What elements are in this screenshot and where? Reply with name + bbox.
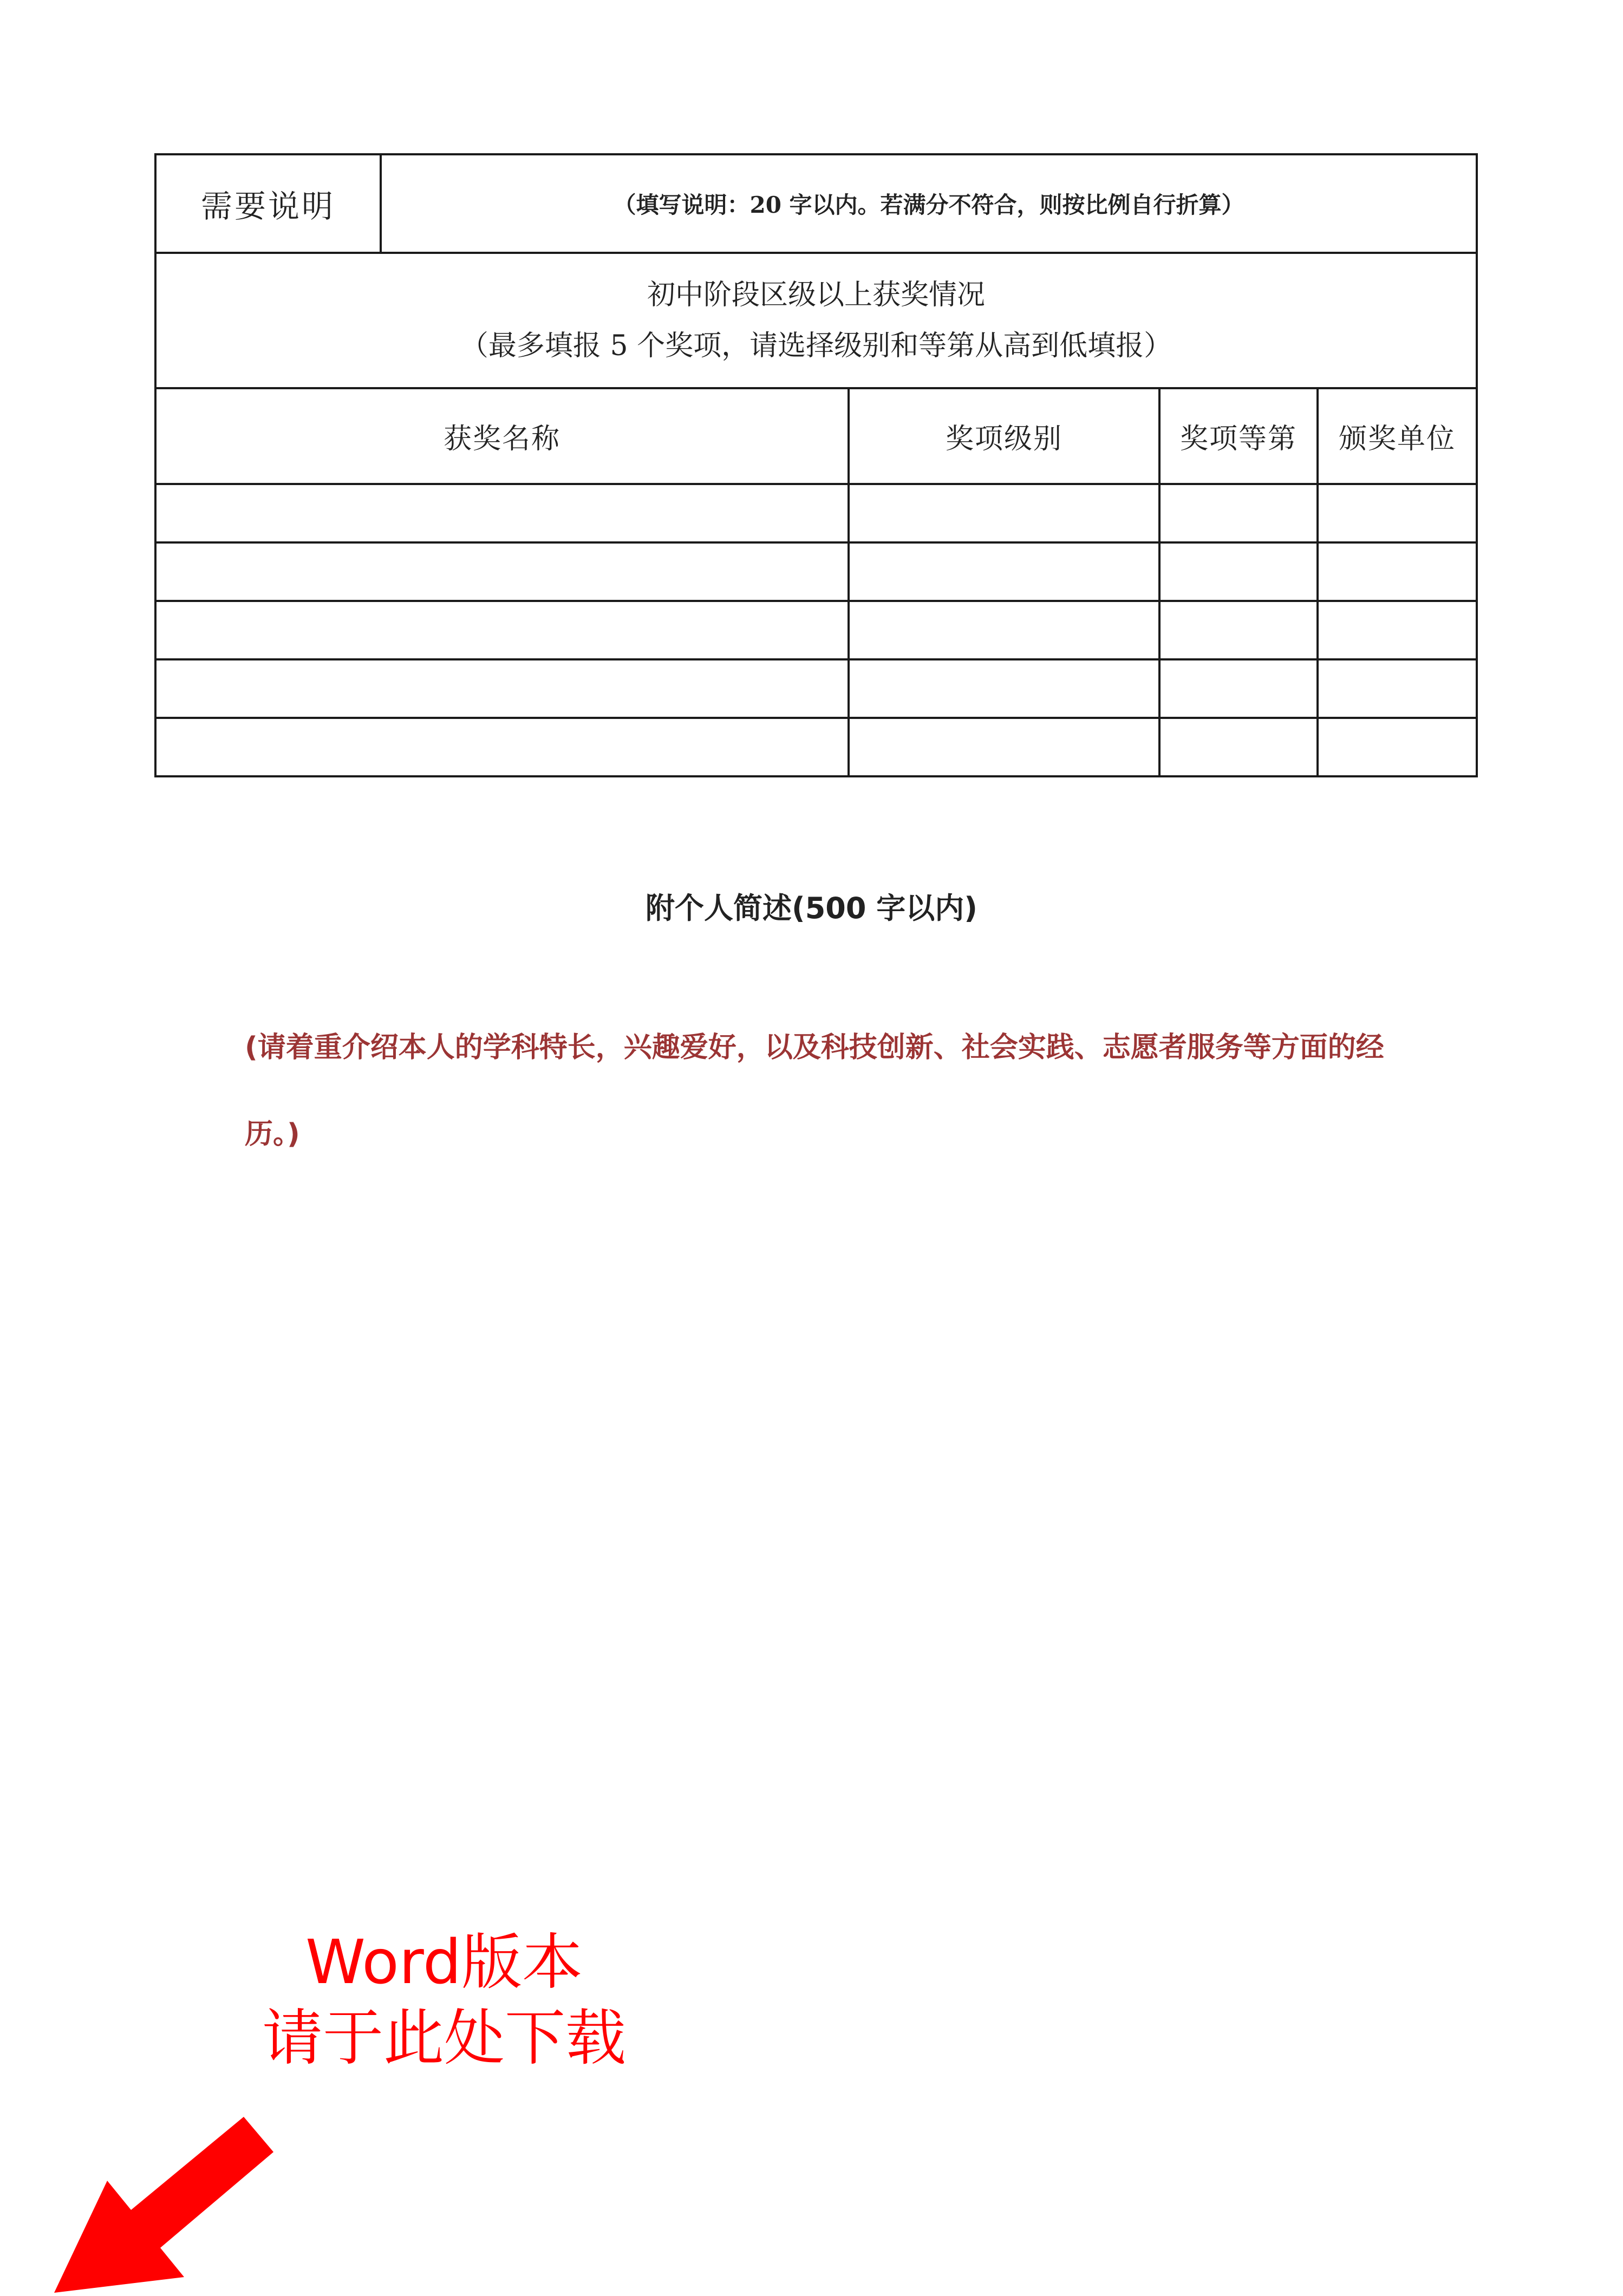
cell-award-grade[interactable]: [1159, 659, 1318, 718]
arrow-shape: [54, 2117, 273, 2293]
cell-issuer[interactable]: [1318, 601, 1477, 659]
cell-award-name[interactable]: [155, 718, 849, 776]
download-note-line1[interactable]: Word版本: [305, 1927, 583, 1998]
cell-award-name[interactable]: [155, 659, 849, 718]
award-table: [154, 153, 1478, 777]
note-label: 需要说明: [155, 154, 381, 253]
cell-issuer[interactable]: [1318, 484, 1477, 542]
table-row: [155, 542, 1477, 601]
col-header-award-level: 奖项级别: [849, 388, 1159, 484]
header-row: [155, 388, 1477, 484]
cell-award-level[interactable]: [849, 484, 1159, 542]
cell-award-grade[interactable]: [1159, 718, 1318, 776]
cell-award-name[interactable]: [155, 542, 849, 601]
cell-award-grade[interactable]: [1159, 542, 1318, 601]
cell-award-level[interactable]: [849, 718, 1159, 776]
cell-issuer[interactable]: [1318, 718, 1477, 776]
appendix-title: 附个人简述(500 字以内): [646, 891, 977, 925]
table-row: [155, 718, 1477, 776]
table-row: [155, 484, 1477, 542]
section-title: [155, 253, 1477, 388]
table-row: [155, 659, 1477, 718]
section-title-line1: 初中阶段区级以上获奖情况: [647, 279, 986, 311]
cell-award-level[interactable]: [849, 659, 1159, 718]
cell-issuer[interactable]: [1318, 542, 1477, 601]
arrow-down-left-icon[interactable]: [54, 2111, 282, 2296]
note-text: （填写说明：20 字以内。若满分不符合，则按比例自行折算）: [381, 154, 1477, 253]
section-title-line2: （最多填报 5 个奖项，请选择级别和等第从高到低填报）: [460, 330, 1172, 362]
col-header-issuer: 颁奖单位: [1318, 388, 1477, 484]
download-note-line2[interactable]: 请于此处下载: [262, 2003, 626, 2073]
section-title-row: [155, 253, 1477, 388]
col-header-award-name: 获奖名称: [155, 388, 849, 484]
cell-award-grade[interactable]: [1159, 484, 1318, 542]
cell-award-level[interactable]: [849, 542, 1159, 601]
cell-award-level[interactable]: [849, 601, 1159, 659]
note-row: [155, 154, 1477, 253]
cell-issuer[interactable]: [1318, 659, 1477, 718]
download-note[interactable]: [206, 1925, 682, 2076]
table-row: [155, 601, 1477, 659]
appendix-instruction: (请着重介绍本人的学科特长，兴趣爱好，以及科技创新、社会实践、志愿者服务等方面的经历。): [245, 1031, 1384, 1150]
cell-award-name[interactable]: [155, 484, 849, 542]
cell-award-grade[interactable]: [1159, 601, 1318, 659]
cell-award-name[interactable]: [155, 601, 849, 659]
col-header-award-grade: 奖项等第: [1159, 388, 1318, 484]
